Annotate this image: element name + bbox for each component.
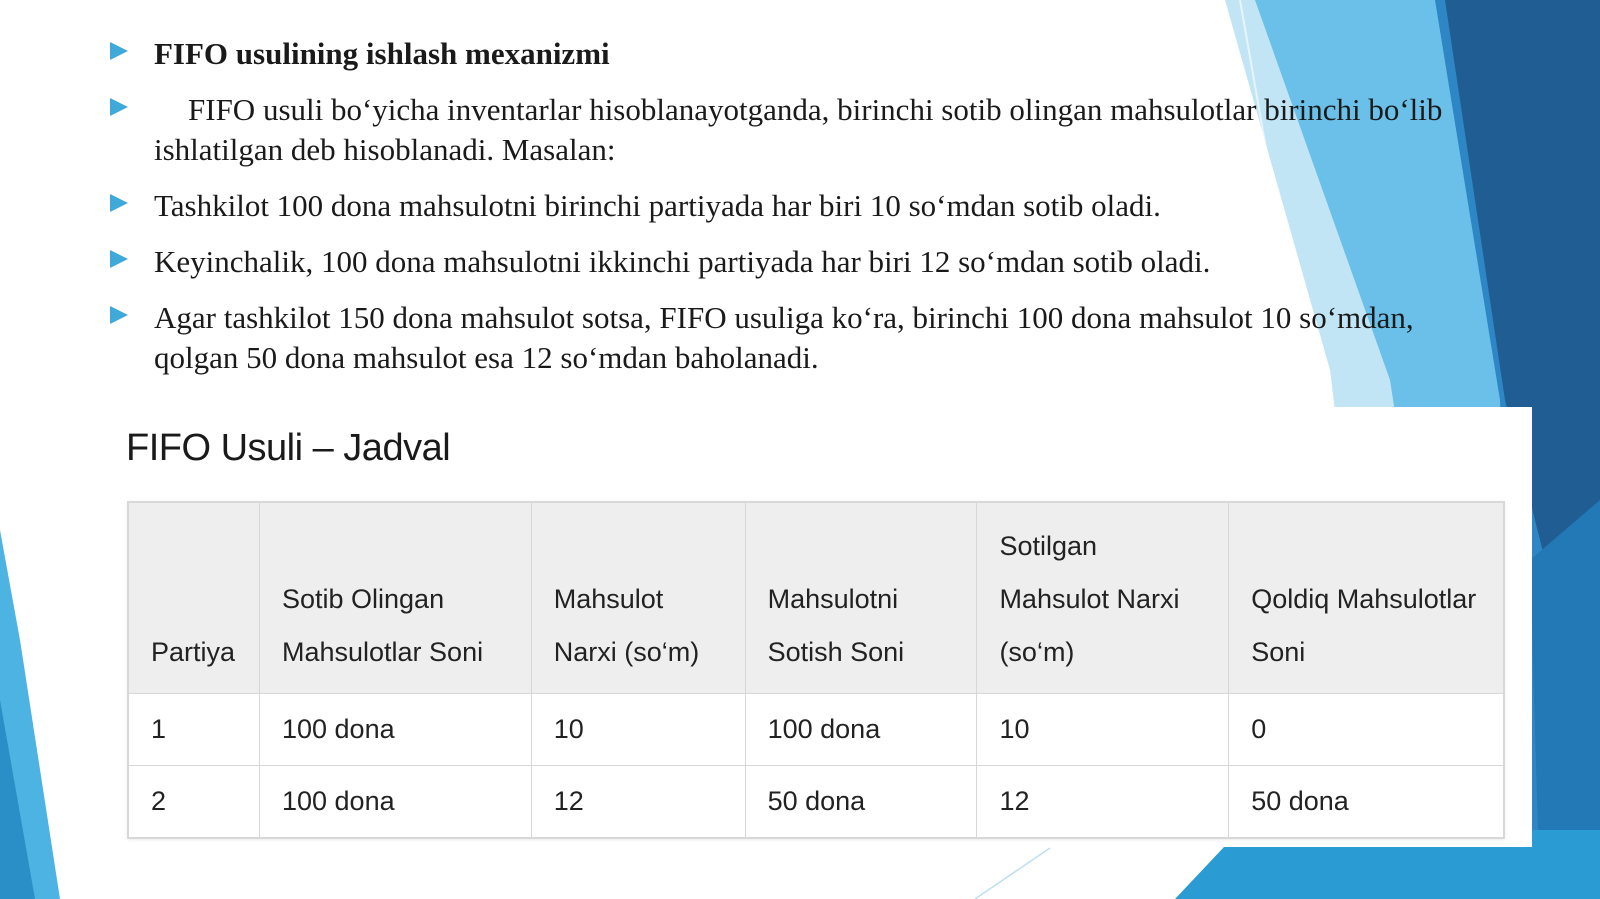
bullet-text: FIFO usuli bo‘yicha inventarlar hisoblanayotganda, birinchi sotib olingan mahsulotlar birinchi bo‘lib ishlatilgan deb hisoblanadi. Masalan: xyxy=(154,92,1443,167)
bullet-arrow-icon xyxy=(110,98,128,116)
column-header: Mahsulotni Sotish Soni xyxy=(745,503,977,694)
table-cell: 50 dona xyxy=(1229,766,1504,838)
table-cell: 100 dona xyxy=(745,694,977,766)
table-header-row xyxy=(129,503,1504,694)
bullet-item xyxy=(110,298,1460,378)
bullet-text: Tashkilot 100 dona mahsulotni birinchi partiyada har biri 10 so‘mdan sotib oladi. xyxy=(154,188,1161,223)
bullet-text: FIFO usulining ishlash mexanizmi xyxy=(154,36,610,71)
column-header: Mahsulot Narxi (so‘m) xyxy=(531,503,745,694)
table-cell: 0 xyxy=(1229,694,1504,766)
bullet-item xyxy=(110,242,1460,282)
bullet-arrow-icon xyxy=(110,306,128,324)
bullet-arrow-icon xyxy=(110,42,128,60)
table-cell: 12 xyxy=(977,766,1229,838)
bullet-text: Agar tashkilot 150 dona mahsulot sotsa, FIFO usuliga ko‘ra, birinchi 100 dona mahsulot 10 so‘mdan, qolgan 50 dona mahsulot esa 12 so‘mdan baholanadi. xyxy=(154,300,1414,375)
table-row xyxy=(129,766,1504,838)
bullet-item xyxy=(110,90,1460,170)
column-header: Sotilgan Mahsulot Narxi (so‘m) xyxy=(977,503,1229,694)
table-cell: 2 xyxy=(129,766,260,838)
table-row xyxy=(129,694,1504,766)
table-cell: 10 xyxy=(977,694,1229,766)
bullet-heading xyxy=(110,34,1460,74)
bullet-list xyxy=(110,34,1460,378)
column-header: Sotib Olingan Mahsulotlar Soni xyxy=(259,503,531,694)
table-cell: 1 xyxy=(129,694,260,766)
table-panel xyxy=(104,407,1532,847)
column-header: Partiya xyxy=(129,503,260,694)
table-title: FIFO Usuli – Jadval xyxy=(126,427,451,469)
table-cell: 12 xyxy=(531,766,745,838)
table-cell: 10 xyxy=(531,694,745,766)
table-cell: 100 dona xyxy=(259,694,531,766)
bullet-arrow-icon xyxy=(110,194,128,212)
bullet-text: Keyinchalik, 100 dona mahsulotni ikkinchi partiyada har biri 12 so‘mdan sotib oladi. xyxy=(154,244,1211,279)
bullet-item xyxy=(110,186,1460,226)
column-header: Qoldiq Mahsulotlar Soni xyxy=(1229,503,1504,694)
fifo-table xyxy=(128,502,1504,838)
table-cell: 50 dona xyxy=(745,766,977,838)
table-cell: 100 dona xyxy=(259,766,531,838)
bullet-arrow-icon xyxy=(110,250,128,268)
